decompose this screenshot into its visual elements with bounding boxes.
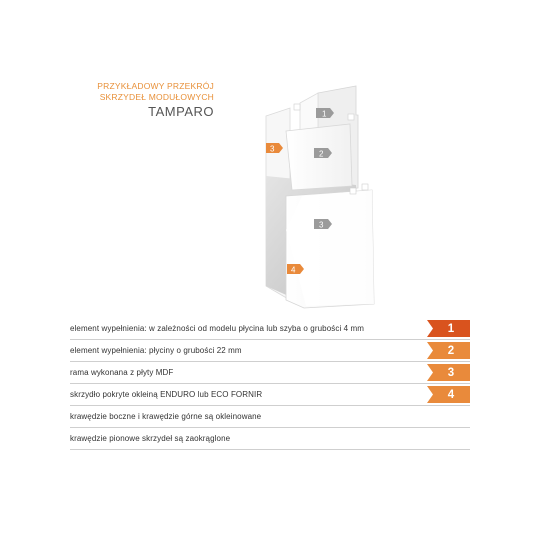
legend-text: element wypełnienia: w zależności od modelu płycina lub szyba o grubości 4 mm bbox=[70, 324, 365, 333]
heading-line-2: SKRZYDEŁ MODUŁOWYCH bbox=[99, 91, 214, 102]
marker-2-label: 2 bbox=[319, 149, 324, 159]
legend-text: krawędzie pionowe skrzydeł są zaokrąglone bbox=[70, 434, 231, 443]
legend-row bbox=[70, 340, 470, 362]
marker-3b-label: 3 bbox=[319, 220, 324, 230]
badge-number: 3 bbox=[447, 367, 455, 379]
marker-3a-label: 3 bbox=[270, 144, 275, 154]
legend-row bbox=[70, 384, 470, 406]
badge-1 bbox=[427, 320, 470, 337]
badge-number: 2 bbox=[447, 345, 455, 357]
legend-text: element wypełnienia: płyciny o grubości 22 mm bbox=[70, 346, 242, 355]
badge-2 bbox=[427, 342, 470, 359]
legend-list bbox=[70, 318, 470, 450]
legend-row bbox=[70, 362, 470, 384]
badge-number: 4 bbox=[447, 389, 455, 401]
legend-row bbox=[70, 318, 470, 340]
marker-4-label: 4 bbox=[291, 265, 296, 275]
badge-3 bbox=[427, 364, 470, 381]
heading-line-1: PRZYKŁADOWY PRZEKRÓJ bbox=[97, 81, 214, 91]
legend-text: skrzydło pokryte okleiną ENDURO lub ECO FORNIR bbox=[70, 390, 263, 399]
legend-row bbox=[70, 406, 470, 428]
heading-title: TAMPARO bbox=[148, 104, 214, 119]
legend-text: rama wykonana z płyty MDF bbox=[70, 368, 174, 377]
badge-number: 1 bbox=[447, 323, 455, 335]
legend-row bbox=[70, 428, 470, 450]
marker-1-label: 1 bbox=[322, 109, 327, 119]
legend-text: krawędzie boczne i krawędzie górne są okleinowane bbox=[70, 412, 262, 421]
badge-4 bbox=[427, 386, 470, 403]
